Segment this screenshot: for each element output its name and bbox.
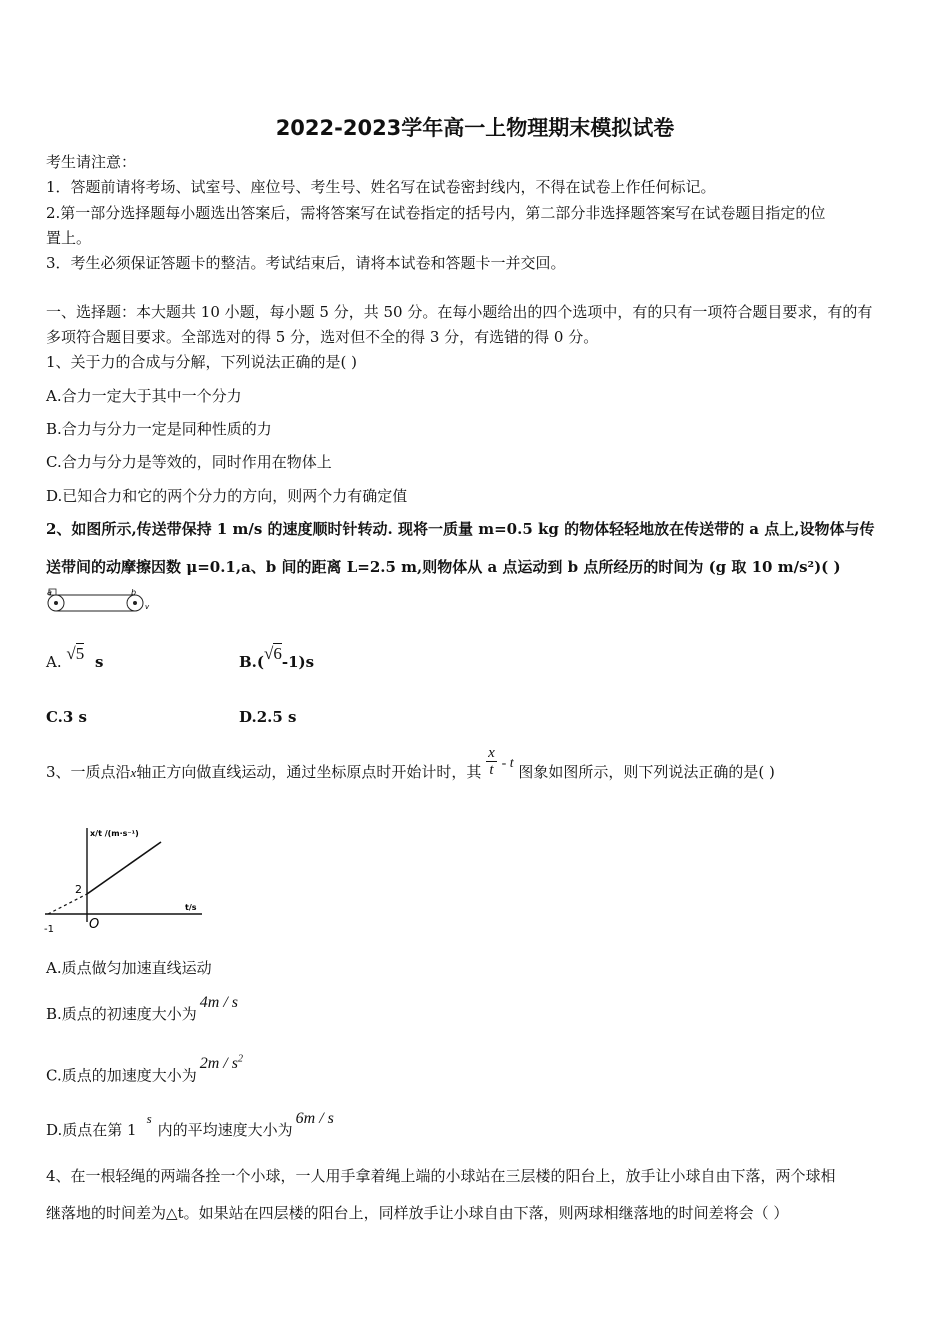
q3-option-c: C.质点的加速度大小为$2m / s^2$ <box>46 1054 243 1085</box>
page-title: 2022-2023学年高一上物理期末模拟试卷 <box>275 116 675 140</box>
y-axis-label: x/t /(m·s⁻¹) <box>90 829 139 838</box>
q2-option-b: B.(√6-1)s <box>239 644 315 671</box>
q3-stem: 3、一质点沿x轴正方向做直线运动，通过坐标原点时开始计时，其 $\frac{x}{t}$ - t 图象如图所示，则下列说法正确的是( ) <box>46 744 775 781</box>
origin-label: O <box>89 917 100 932</box>
label-a: a <box>47 588 52 597</box>
notice-item-1: 1．答题前请将考场、试室号、座位号、考生号、姓名写在试卷密封线内，不得在试卷上作任何标记。 <box>46 178 716 196</box>
q2-option-a: A. √5 s <box>46 644 104 671</box>
q3-option-d: D.质点在第 1s内的平均速度大小为6m / s <box>46 1110 334 1139</box>
q1-option-b: B.合力与分力一定是同种性质的力 <box>46 420 272 438</box>
section-heading-line1: 一、选择题：本大题共 10 小题，每小题 5 分，共 50 分。在每小题给出的四个选项中，有的只有一项符合题目要求，有的有 <box>46 303 873 321</box>
q2-option-c: C.3 s <box>46 708 88 726</box>
x-axis-label: t/s <box>185 903 197 912</box>
notice-item-2-cont: 置上。 <box>46 229 92 247</box>
xt-fraction: $\frac{x}{t}$ <box>488 744 495 778</box>
x-intercept-label: -1 <box>44 924 54 935</box>
q2-stem-line1: 2、如图所示,传送带保持 1 m/s 的速度顺时针转动. 现将一质量 m=0.5 kg 的物体轻轻地放在传送带的 a 点上,设物体与传 <box>46 520 875 538</box>
notice-heading: 考生请注意： <box>46 153 137 171</box>
q1-option-d: D.已知合力和它的两个分力的方向，则两个力有确定值 <box>46 487 408 505</box>
q2-stem-line2: 送带间的动摩擦因数 μ=0.1,a、b 间的距离 L=2.5 m,则物体从 a 点运动到 b 点所经历的时间为 (g 取 10 m/s²)( ) <box>46 558 841 576</box>
q2-option-d: D.2.5 s <box>239 708 297 726</box>
q4-stem-line1: 4、在一根轻绳的两端各拴一个小球，一人用手拿着绳上端的小球站在三层楼的阳台上，放手让小球自由下落，两个球相 <box>46 1167 836 1185</box>
q1-option-a: A.合力一定大于其中一个分力 <box>46 387 242 405</box>
section-heading-line2: 多项符合题目要求。全部选对的得 5 分，选对但不全的得 3 分，有选错的得 0 分。 <box>46 328 599 346</box>
label-v: v <box>145 603 150 611</box>
q1-stem: 1、关于力的合成与分解，下列说法正确的是( ) <box>46 353 358 371</box>
data-line <box>87 842 161 894</box>
q1-option-c: C.合力与分力是等效的，同时作用在物体上 <box>46 453 332 471</box>
left-pulley-hub <box>54 601 58 605</box>
q4-stem-line2: 继落地的时间差为△t。如果站在四层楼的阳台上，同样放手让小球自由下落，则两球相继落地的时间差将会（ ） <box>46 1204 789 1222</box>
conveyor-belt-figure <box>44 588 154 616</box>
label-b: b <box>131 588 137 597</box>
q3-option-a: A.质点做匀加速直线运动 <box>46 959 212 977</box>
notice-item-2: 2.第一部分选择题每小题选出答案后，需将答案写在试卷指定的括号内，第二部分非选择题答案写在试卷题目指定的位 <box>46 204 826 222</box>
extrapolation-dashed <box>48 894 87 914</box>
q3-option-b: B.质点的初速度大小为4m / s <box>46 994 239 1023</box>
xt-t-graph <box>42 822 212 940</box>
notice-item-3: 3．考生必须保证答题卡的整洁。考试结束后，请将本试卷和答题卡一并交回。 <box>46 254 566 272</box>
y-intercept-label: 2 <box>75 883 82 896</box>
right-pulley-hub <box>133 601 137 605</box>
